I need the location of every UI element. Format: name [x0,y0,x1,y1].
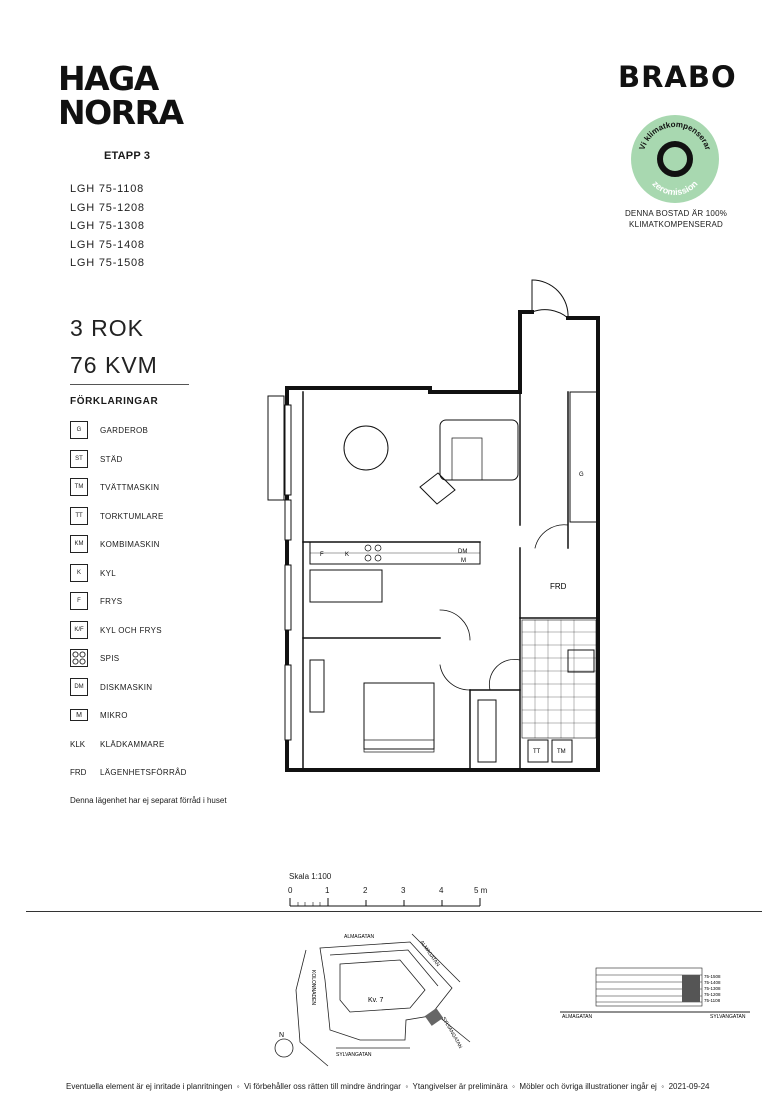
legend-label: KOMBIMASKIN [100,539,160,549]
legend-item [70,620,162,640]
footer-date: 2021-09-24 [668,1082,710,1091]
plan-label-f: F [320,552,324,558]
footer-separator: ◦ [661,1082,665,1091]
area-size: 76 KVM [70,352,158,378]
stove-icon [70,649,88,667]
north-arrow-icon: N [279,1032,285,1039]
unit-item: LGH 75-1208 [70,201,145,214]
scale-tick: 1 [325,886,330,895]
unit-list [70,180,145,273]
elevation-street-left: ALMAGATAN [562,1014,593,1020]
legend-item [70,648,120,668]
legend-title: FÖRKLARINGAR [70,396,159,407]
plan-label-tt: TT [533,749,541,755]
building-elevation [560,962,756,1022]
scale-tick: 4 [439,886,444,895]
etapp-label: ETAPP 3 [104,150,151,162]
footer-item: Eventuella element är ej inritade i planritningen [66,1082,233,1091]
plan-label-g: G [579,472,584,478]
scale-tick: 2 [363,886,368,895]
legend-label: GARDEROB [100,425,149,435]
climate-line: KLIMATKOMPENSERAD [629,220,723,229]
legend-item [70,762,187,782]
climate-badge-icon [629,113,721,205]
legend-label: SPIS [100,653,120,663]
legend-symbol: G [70,421,88,439]
unit-item: LGH 75-1508 [70,257,145,269]
footer-item: Vi förbehåller oss rätten till mindre ändringar [244,1082,401,1091]
legend-item [70,734,165,754]
legend-label: MIKRO [100,710,128,720]
legend-item [70,420,149,440]
legend [70,420,270,800]
floor-label: 75-1508 [704,974,721,979]
scale-tick: 0 [288,886,293,895]
legend-symbol: M [70,709,88,721]
legend-code: FRD [70,767,87,777]
unit-item: LGH 75-1108 [70,183,145,195]
floor-label: 75-1308 [704,986,721,991]
plan-label-dm: DM [458,549,468,555]
plan-label-k: K [345,552,350,558]
brand-logo: BRABO [618,60,737,94]
legend-code: KLK [70,739,86,749]
room-count: 3 ROK [70,315,145,341]
footer-separator: ◦ [405,1082,409,1091]
legend-label: STÄD [100,454,123,464]
legend-symbol: F [70,592,88,610]
legend-label: DISKMASKIN [100,682,153,692]
unit-item: LGH 75-1308 [70,220,145,232]
footer-separator: ◦ [512,1082,515,1091]
legend-symbol: KM [70,535,88,553]
street-label: KOLONNADEN [310,970,316,1006]
legend-symbol: DM [70,678,88,696]
scale-bar [288,896,488,908]
legend-label: TVÄTTMASKIN [100,482,160,492]
elevation-street-right: SYLVANGATAN [710,1014,746,1020]
footer-item: Möbler och övriga illustrationer ingår ej [519,1082,657,1091]
legend-label: TORKTUMLARE [100,511,164,521]
badge-bottom-text: zeromission [650,178,700,198]
legend-label: LÄGENHETSFÖRRÅD [100,767,187,777]
project-logo-line2: NORRA [58,93,183,132]
plan-label-m: M [461,558,466,564]
legend-item [70,591,123,611]
legend-item [70,449,123,469]
site-map [270,920,480,1070]
floor-plan [262,272,606,778]
unit-item: LGH 75-1408 [70,238,145,251]
floor-label: 75-1408 [704,980,721,985]
legend-item [70,477,160,497]
street-label: ALMAGATAN [418,939,441,968]
block-label: Kv. 7 [368,997,384,1004]
footer [66,1082,710,1091]
street-label: SYLVANGATAN [336,1052,372,1058]
legend-label: FRYS [100,596,123,606]
legend-symbol: ST [70,450,88,468]
climate-line: DENNA BOSTAD ÄR 100% [624,209,728,218]
scale-tick: 5 m [474,886,488,895]
floor-label: 75-1208 [704,992,721,997]
divider [70,384,189,385]
legend-label: KYL [100,568,117,578]
legend-symbol: K/F [70,621,88,639]
storage-note: Denna lägenhet har ej separat förråd i huset [70,796,227,805]
floor-label: 75-1108 [704,998,721,1003]
legend-symbol: TM [70,478,88,496]
legend-label: KYL OCH FRYS [100,625,162,635]
legend-symbol: K [70,564,88,582]
legend-label: KLÄDKAMMARE [100,739,165,749]
scale-tick: 3 [401,886,406,895]
plan-label-frd: FRD [550,582,567,591]
badge-top-text: Vi klimatkompenserar [637,119,713,152]
footer-separator: ◦ [236,1082,240,1091]
legend-item [70,506,164,526]
legend-item [70,677,153,697]
legend-item [70,563,117,583]
street-label: SYLVANGATAN [440,1016,464,1050]
section-divider [26,911,762,912]
project-logo-line1: HAGA [58,59,158,98]
legend-symbol: TT [70,507,88,525]
scale-title: Skala 1:100 [289,872,332,881]
street-label: ALMAGATAN [344,934,375,940]
plan-label-tm: TM [557,749,566,755]
legend-item [70,705,128,725]
legend-item [70,534,160,554]
climate-statement [612,208,740,230]
footer-item: Ytangivelser är preliminära [412,1082,508,1091]
